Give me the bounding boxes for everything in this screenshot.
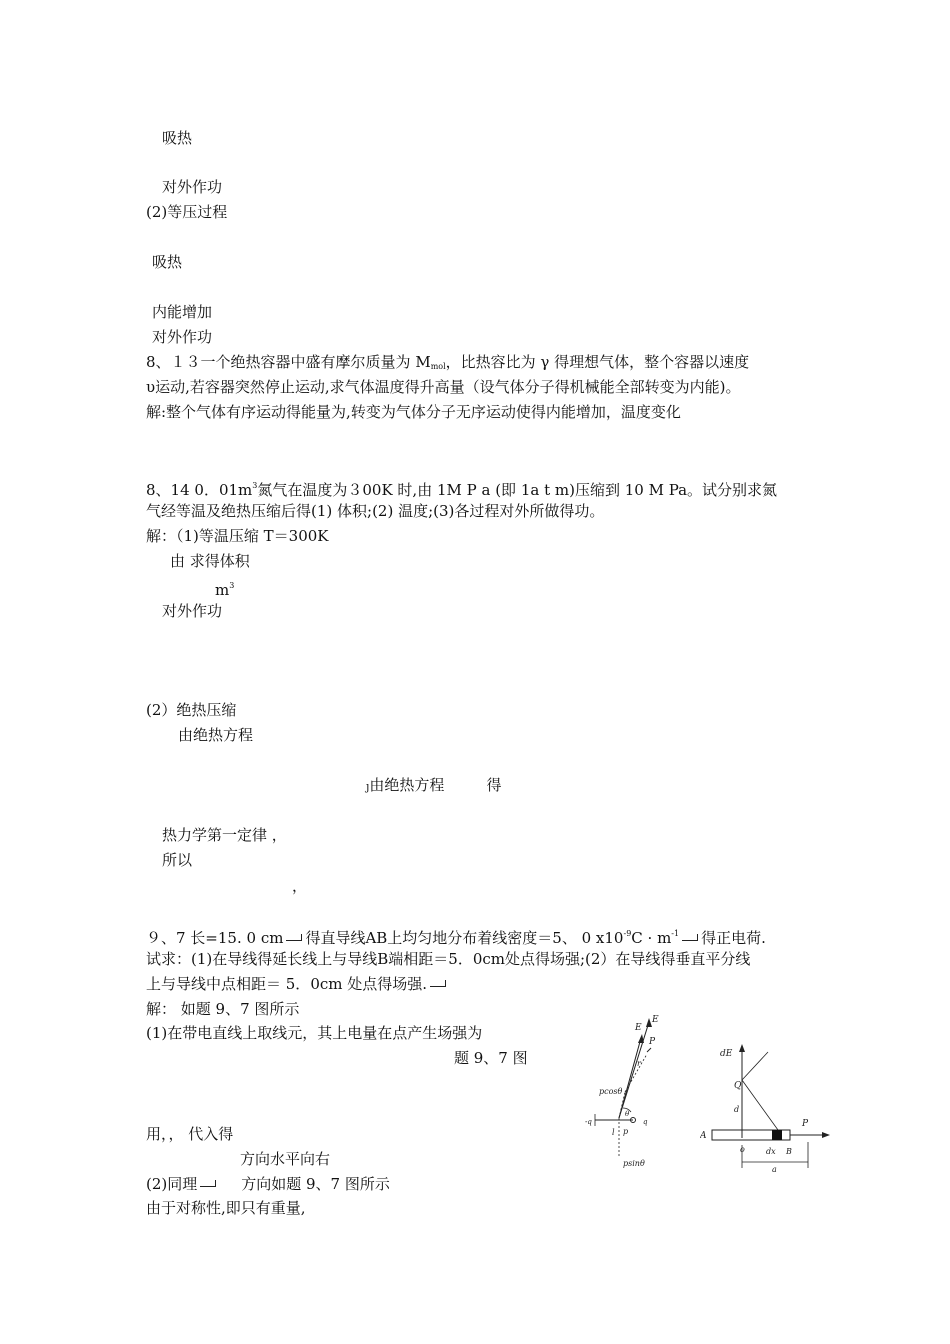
- fig-label: θ: [625, 1110, 630, 1118]
- adiabatic-line: 热力学第一定律 ，: [162, 826, 287, 844]
- fig-label: psinθ: [623, 1159, 645, 1168]
- problem-9-7-line8: (2)同理 方向如题 9、7 图所示: [146, 1175, 390, 1193]
- underline-mark-icon: [200, 1178, 216, 1187]
- adiabatic-heading: (2）绝热压缩: [146, 701, 237, 719]
- fig-label: E: [635, 1023, 642, 1033]
- fig-label: dE: [720, 1049, 733, 1059]
- problem-8-14-line3: 解：（1)等温压缩 T＝300K: [146, 527, 329, 545]
- fig-label: a: [772, 1165, 777, 1174]
- fig-label: P: [802, 1119, 809, 1129]
- problem-8-13-line2: υ运动,若容器突然停止运动,求气体温度得升高量（设气体分子得机械能全部转变为内能)。: [146, 378, 741, 396]
- problem-9-7-line1: ９、7 长=15. 0 cm 得直导线AB上均匀地分布着线密度＝5、 0 $x10^{-9}C \cdot m^{-1}$ 得正电荷.: [146, 929, 766, 947]
- problem-8-13-line3: 解:整个气体有序运动得能量为,转变为气体分子无序运动使得内能增加，温度变化: [146, 403, 681, 421]
- fig-label: P: [649, 1037, 656, 1047]
- problem-8-14-line5: $m^3$: [215, 581, 235, 599]
- text-line: 对外作功: [162, 178, 223, 196]
- fig-label: p: [623, 1127, 629, 1136]
- problem-8-14-line6: 对外作功: [162, 602, 223, 620]
- figure-caption: 题 9、7 图: [454, 1049, 528, 1067]
- fig-label: pcosθ: [599, 1087, 623, 1096]
- fig-label: d: [734, 1105, 740, 1114]
- fig-label: E: [652, 1015, 659, 1025]
- underline-mark-icon: [286, 932, 302, 941]
- problem-9-7-line9: 由于对称性,即只有重量,: [146, 1199, 306, 1217]
- underline-mark-icon: [682, 932, 698, 941]
- problem-9-7-line6: 用，， 代入得: [146, 1125, 234, 1143]
- adiabatic-line: 由绝热方程: [178, 726, 254, 744]
- fig-label: Q: [734, 1081, 742, 1091]
- fig-label: dx: [766, 1147, 776, 1156]
- adiabatic-line: 所以: [162, 851, 193, 869]
- fig-label: o: [740, 1145, 745, 1154]
- fig-label: q: [643, 1118, 648, 1126]
- text-line: 对外作功: [152, 328, 213, 346]
- fig-label: l: [612, 1128, 615, 1137]
- fig-label: A: [700, 1131, 707, 1141]
- dipole-field-diagram: [585, 1000, 695, 1175]
- fig-label: B: [786, 1147, 792, 1156]
- problem-9-7-line7: 方向水平向右: [240, 1150, 331, 1168]
- problem-8-13-line1: 8、１３一个绝热容器中盛有摩尔质量为 $M_{mol}$，比热容比为 γ 得理想气体，整个容器以速度: [146, 353, 750, 371]
- charged-rod-diagram: [700, 1030, 835, 1175]
- problem-9-7-line3: 上与导线中点相距＝ 5．0cm 处点得场强.: [146, 974, 449, 994]
- problem-8-14-line2: 气经等温及绝热压缩后得(1) 体积;(2) 温度;(3)各过程对外所做得功。: [146, 502, 605, 520]
- underline-mark-icon: [430, 978, 446, 987]
- text-line: (2)等压过程: [146, 203, 228, 221]
- text-line: 吸热: [152, 253, 183, 271]
- problem-9-7-line2: 试求：(1)在导线得延长线上与导线B端相距＝5．0cm处点得场强;(2）在导线得垂直平分线: [146, 950, 751, 968]
- problem-9-7-line5: (1)在带电直线上取线元，其上电量在点产生场强为: [146, 1024, 483, 1042]
- problem-9-7-line4: 解： 如题 9、7 图所示: [146, 1000, 300, 1018]
- problem-8-14-line1: 8、14 0．$01m^3$氮气在温度为３00K 时,由 1M P a (即 1a t m)压缩到 10 M Pa。试分别求氮: [146, 481, 778, 499]
- text-line: 内能增加: [152, 303, 213, 321]
- fig-label: -q: [585, 1118, 592, 1126]
- problem-8-14-line4: 由 求得体积: [170, 552, 250, 570]
- adiabatic-line: ȷ由绝热方程 得: [366, 776, 502, 794]
- fig-label: r: [637, 1059, 641, 1068]
- adiabatic-line: ，: [292, 877, 308, 895]
- text-line: 吸热: [162, 129, 193, 147]
